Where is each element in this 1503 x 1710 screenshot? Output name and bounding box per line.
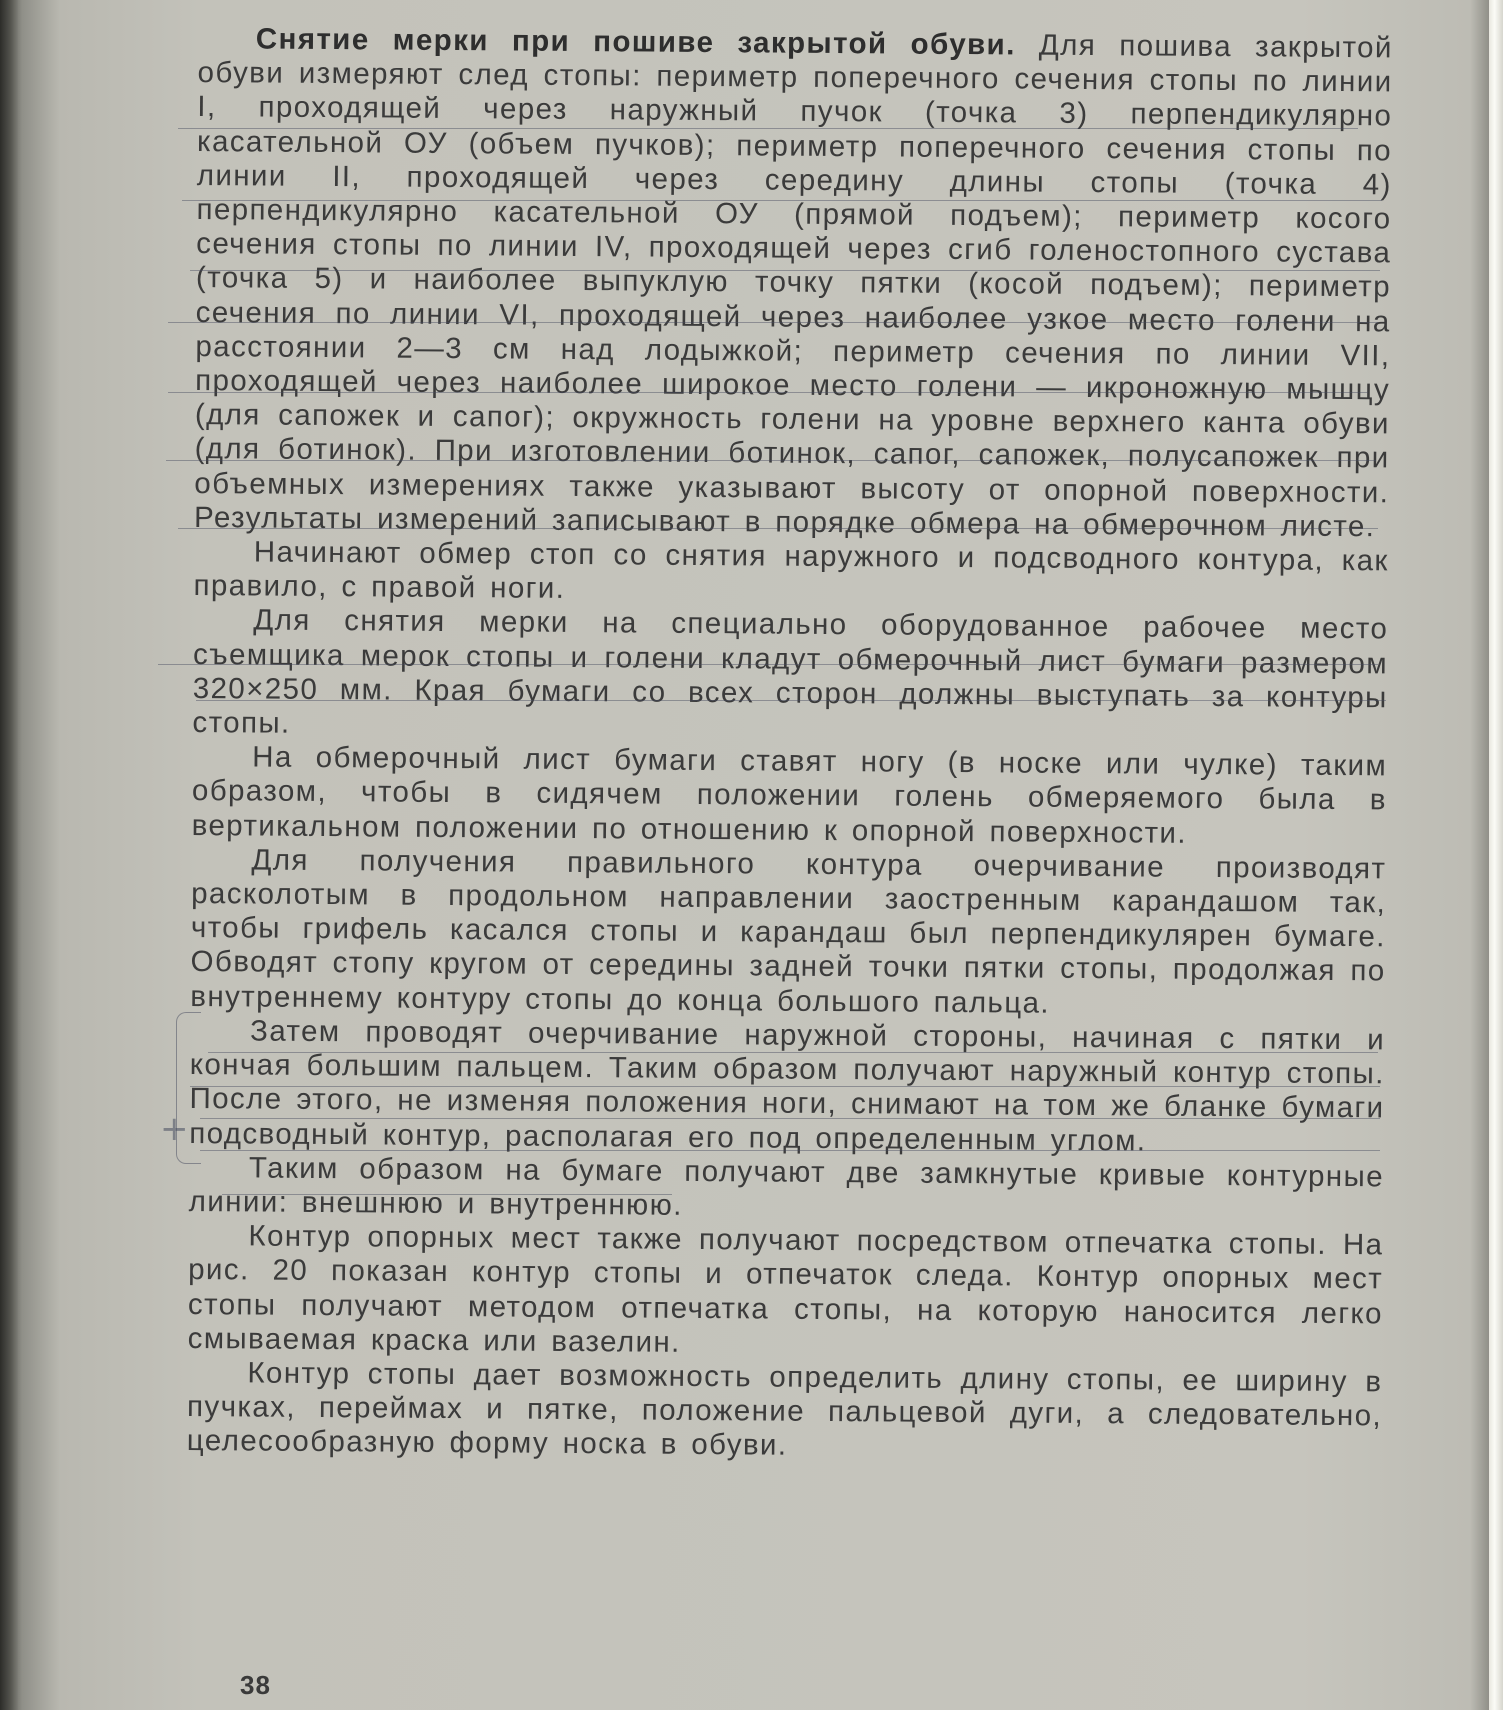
pencil-underline bbox=[178, 128, 1358, 129]
margin-cross-mark: + bbox=[160, 1109, 189, 1149]
pencil-underline bbox=[200, 1150, 1380, 1151]
paragraph-2: Начинают обмер стоп со снятия наружного и подсводного контура, как правило, с правой ноги. bbox=[193, 535, 1389, 606]
book-spine-shadow bbox=[0, 0, 18, 1710]
paragraph-7: Таким образом на бумаге получают две замкнутые кривые контурные линии: внешнюю и внутреннюю. bbox=[188, 1151, 1385, 1222]
pencil-underline bbox=[222, 1194, 672, 1195]
paragraph-1 bbox=[194, 22, 1393, 544]
pencil-underline bbox=[178, 528, 1378, 529]
pencil-underline bbox=[182, 200, 1382, 201]
paragraph-9: Контур стопы дает возможность определить длину стопы, ее ширину в пучках, переймах и пятке, положение пальцевой дуги, а следовательно, целесообразную форму носка в обуви. bbox=[186, 1356, 1383, 1463]
pencil-underline bbox=[200, 1118, 1380, 1119]
body-text bbox=[187, 22, 1393, 1468]
paragraph-8: Контур опорных мест также получают посредством отпечатка стопы. На рис. 20 показан контур стопы и отпечаток следа. Контур опорных мест стопы получают методом отпечатка стопы, на которую наносится легко смываемая краска или вазелин. bbox=[187, 1219, 1384, 1359]
pencil-underline bbox=[190, 270, 1380, 271]
pencil-underline bbox=[168, 392, 1368, 393]
pencil-underline bbox=[190, 1086, 1380, 1087]
paragraph-6: Затем проводят очерчивание наружной стороны, начиная с пятки и кончая большим пальцем. Таким образом получают наружный контур стопы. После этого, не изменяя положения ноги, снимают на том же бланке бумаги подсводный контур, располагая его под определенным углом. bbox=[189, 1014, 1386, 1157]
page-edge bbox=[1489, 0, 1503, 1710]
paragraph-5: Для получения правильного контура очерчивание производят расколотым в продольном направлении заостренным карандашом так, чтобы грифель касался стопы и карандаш был перпендикулярен бумаге. Обводят стопу кругом от середины задней точки пятки стопы, продолжая по внутреннему контуру стопы до конца большого пальца. bbox=[190, 843, 1387, 1020]
pencil-underline bbox=[196, 700, 1386, 701]
paragraph-3: Для снятия мерки на специально оборудованное рабочее место съемщика мерок стопы и голени кладут обмерочный лист бумаги размером 320×250 мм. Края бумаги со всех сторон должны выступать за контуры стопы. bbox=[192, 603, 1389, 740]
paragraph-4: На обмерочный лист бумаги ставят ногу (в носке или чулке) таким образом, чтобы в сидячем положении голень обмеряемого была в вертикальном положении по отношению к опорной поверхности. bbox=[191, 740, 1388, 850]
pencil-underline bbox=[208, 1052, 1378, 1053]
section-heading: Снятие мерки при пошиве закрытой обуви. bbox=[255, 22, 1016, 62]
pencil-underline bbox=[166, 460, 1376, 461]
paragraph-1-text: Для пошива закрытой обуви измеряют след стопы: периметр поперечного сечения стопы по линии I, проходящей через наружный пучок (точка 3) перпендикулярно касательной ОУ (объем пучков); периметр поперечного сечения стопы по линии II, проходящей через середину длины стопы (точка 4) перпендикулярно касательной ОУ (прямой подъем); периметр косого сечения стопы по линии IV, проходящей через сгиб голеностопного сустава (точка 5) и наиболее выпуклую точку пятки (косой подъем); периметр сечения по линии VI, проходящей через наиболее узкое место голени на расстоянии 2—3 см над лодыжкой; периметр сечения по линии VII, проходящей через наиболее широкое место голени — икроножную мышцу (для сапожек и сапог); окружность голени на уровне верхнего канта обуви (для ботинок). При изготовлении ботинок, сапог, сапожек, полусапожек при объемных измерениях также указывают высоту от опорной поверхности. Результаты измерений записывают в порядке обмера на обмерочном листе. bbox=[193, 28, 1393, 544]
pencil-underline bbox=[168, 322, 1378, 323]
page-number: 38 bbox=[240, 1670, 271, 1700]
pencil-underline bbox=[158, 664, 1378, 665]
